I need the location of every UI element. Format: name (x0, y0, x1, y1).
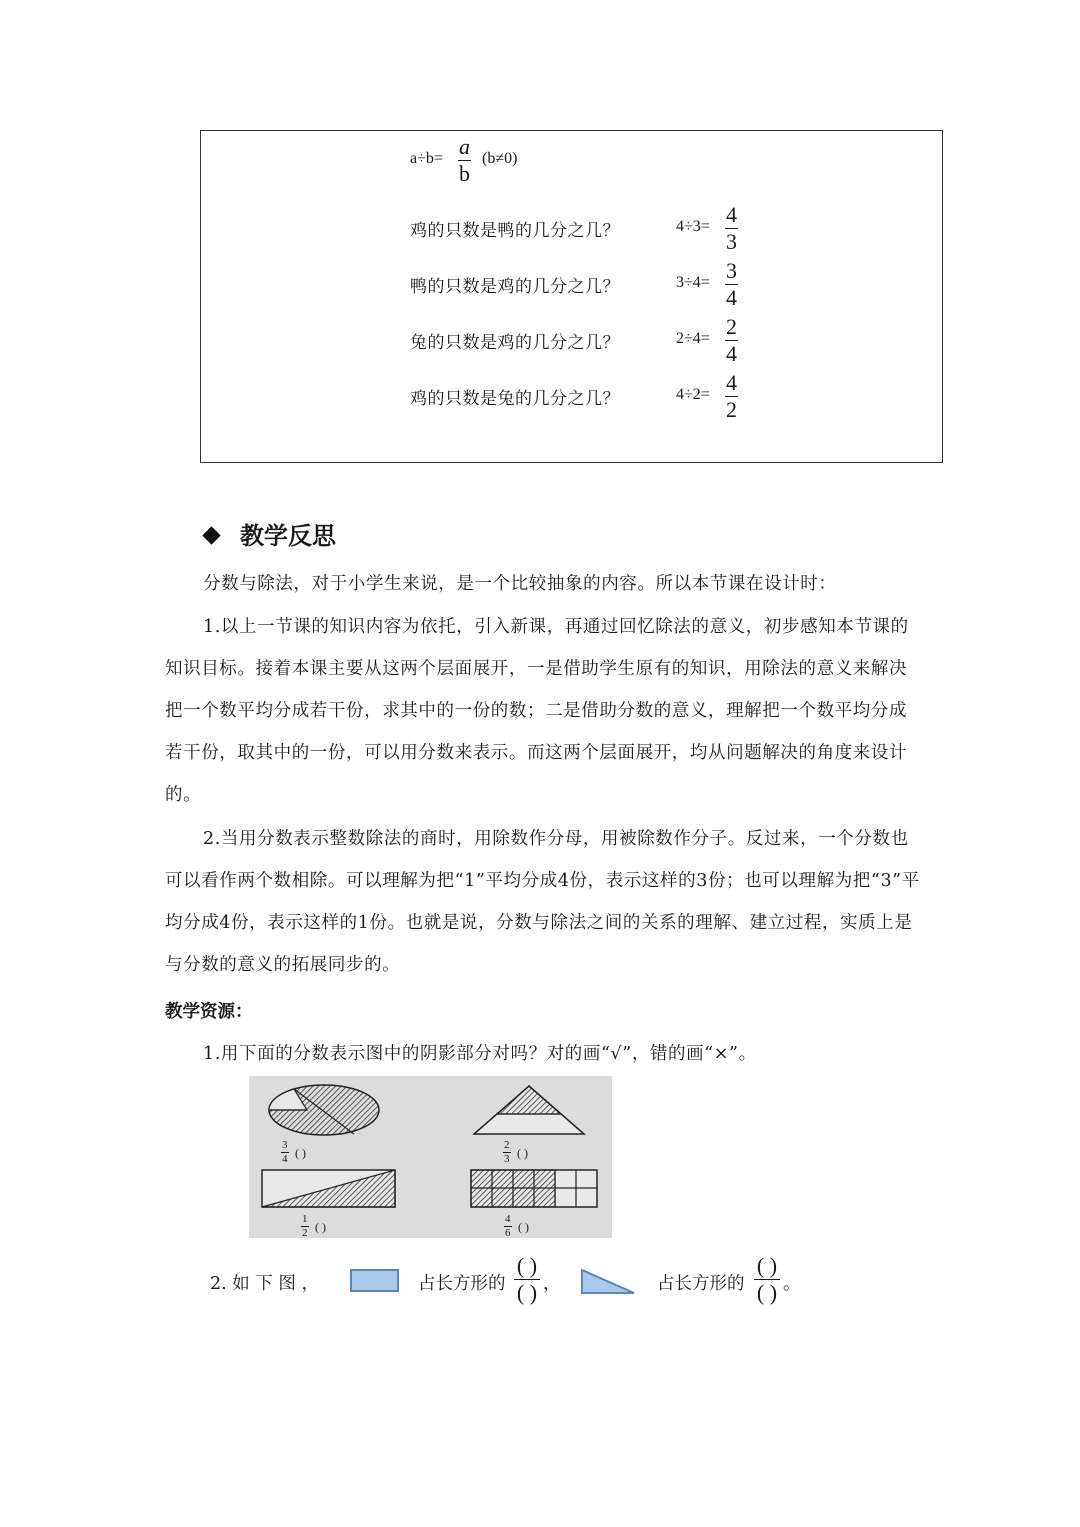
comma: ， (543, 1274, 561, 1294)
figure-fraction-rectangle (301, 1214, 309, 1239)
triangle-figure (474, 1086, 584, 1134)
figure-fraction-grid (504, 1214, 512, 1239)
reflection-point-2: 2.当用分数表示整数除法的商时，用除数作分母，用被除数作分子。反过来，一个分数也可以看作两个数相除。可以理解为把“1”平均分成4份，表示这样的3份；也可以理解为把“3”平均分成4份，表示这样的1份。也就是说，分数与除法之间的关系的理解、建立过程，实质上是与分数的意义的拓展同步的。 (165, 829, 920, 975)
question-expression: 2÷4= (676, 330, 710, 347)
answer-blank[interactable]: ( ) (295, 1146, 306, 1160)
general-formula-prefix: a÷b= (410, 150, 443, 167)
question-expression: 4÷2= (676, 386, 710, 403)
question-text: 鸡的只数是鸭的几分之几？ (410, 221, 620, 241)
fraction-denominator: 4 (726, 341, 737, 366)
fraction-denominator: 4 (726, 285, 737, 310)
fraction-denominator: b (459, 161, 470, 186)
exercise-2-prefix: 2. 如 下 图 ， (210, 1274, 319, 1294)
reflection-heading (205, 516, 336, 551)
exercise-1-text: 1.用下面的分数表示图中的阴影部分对吗？对的画“√”，错的画“×”。 (203, 1044, 757, 1064)
fraction-numerator: 2 (726, 314, 737, 339)
fraction-numerator: a (459, 134, 470, 159)
answer-fraction (725, 204, 738, 253)
question-text: 鸡的只数是兔的几分之几？ (410, 389, 620, 409)
question-expression: 3÷4= (676, 274, 710, 291)
answer-fraction (725, 260, 738, 309)
answer-fraction (725, 316, 738, 365)
resources-label: 教学资源： (165, 1002, 253, 1022)
small-rectangle-shape (350, 1269, 400, 1293)
question-text: 兔的只数是鸡的几分之几？ (410, 333, 620, 353)
period: 。 (783, 1274, 801, 1294)
general-formula-fraction (458, 136, 471, 185)
grid-figure (471, 1170, 597, 1207)
fraction-numerator: 3 (726, 258, 737, 283)
reflection-point-1: 1.以上一节课的知识内容为依托，引入新课，再通过回忆除法的意义，初步感知本节课的知识目标。接着本课主要从这两个层面展开，一是借助学生原有的知识，用除法的意义来解决把一个数平均分成若干份，求其中的一份的数；二是借助分数的意义，理解把一个数平均分成若干份，取其中的一份，可以用分数来表示。而这两个层面展开，均从问题解决的角度来设计的。 (165, 617, 909, 805)
answer-blank[interactable]: ( ) (517, 1146, 528, 1160)
question-text: 鸭的只数是鸡的几分之几？ (410, 277, 620, 297)
diamond-bullet-icon (202, 526, 220, 544)
general-formula-suffix: (b≠0) (482, 150, 518, 167)
fraction-denominator: 3 (726, 229, 737, 254)
fraction-numerator: 4 (505, 1213, 511, 1225)
blank-denominator[interactable]: ( ) (756, 1280, 778, 1305)
exercise-figure-photo (249, 1076, 612, 1238)
blank-denominator[interactable]: ( ) (516, 1280, 538, 1305)
fraction-denominator: 6 (505, 1227, 511, 1239)
exercise-2-middle: 占长方形的 (418, 1274, 506, 1294)
fraction-denominator: 2 (302, 1227, 308, 1239)
fraction-numerator: 2 (504, 1139, 510, 1151)
blank-fraction[interactable] (514, 1255, 540, 1304)
blank-numerator[interactable]: ( ) (516, 1253, 538, 1278)
exercise-2-middle-2: 占长方形的 (657, 1274, 745, 1294)
figure-fraction-circle (281, 1140, 289, 1165)
reflection-intro: 分数与除法，对于小学生来说，是一个比较抽象的内容。所以本节课在设计时： (203, 574, 837, 594)
rectangle-diagonal-figure (262, 1170, 395, 1207)
figure-fraction-triangle (503, 1140, 511, 1165)
fraction-numerator: 3 (282, 1139, 288, 1151)
answer-blank[interactable]: ( ) (518, 1220, 529, 1234)
fraction-denominator: 3 (504, 1153, 510, 1165)
fraction-denominator: 2 (726, 397, 737, 422)
blank-fraction[interactable] (754, 1255, 780, 1304)
triangle-shape (580, 1268, 638, 1296)
answer-blank[interactable]: ( ) (315, 1220, 326, 1234)
reflection-heading-text: 教学反思 (240, 522, 336, 550)
fraction-numerator: 4 (726, 370, 737, 395)
question-expression: 4÷3= (676, 218, 710, 235)
fraction-numerator: 1 (302, 1213, 308, 1225)
fraction-numerator: 4 (726, 202, 737, 227)
fraction-denominator: 4 (282, 1153, 288, 1165)
circle-figure (269, 1085, 379, 1135)
answer-fraction (725, 372, 738, 421)
blank-numerator[interactable]: ( ) (756, 1253, 778, 1278)
